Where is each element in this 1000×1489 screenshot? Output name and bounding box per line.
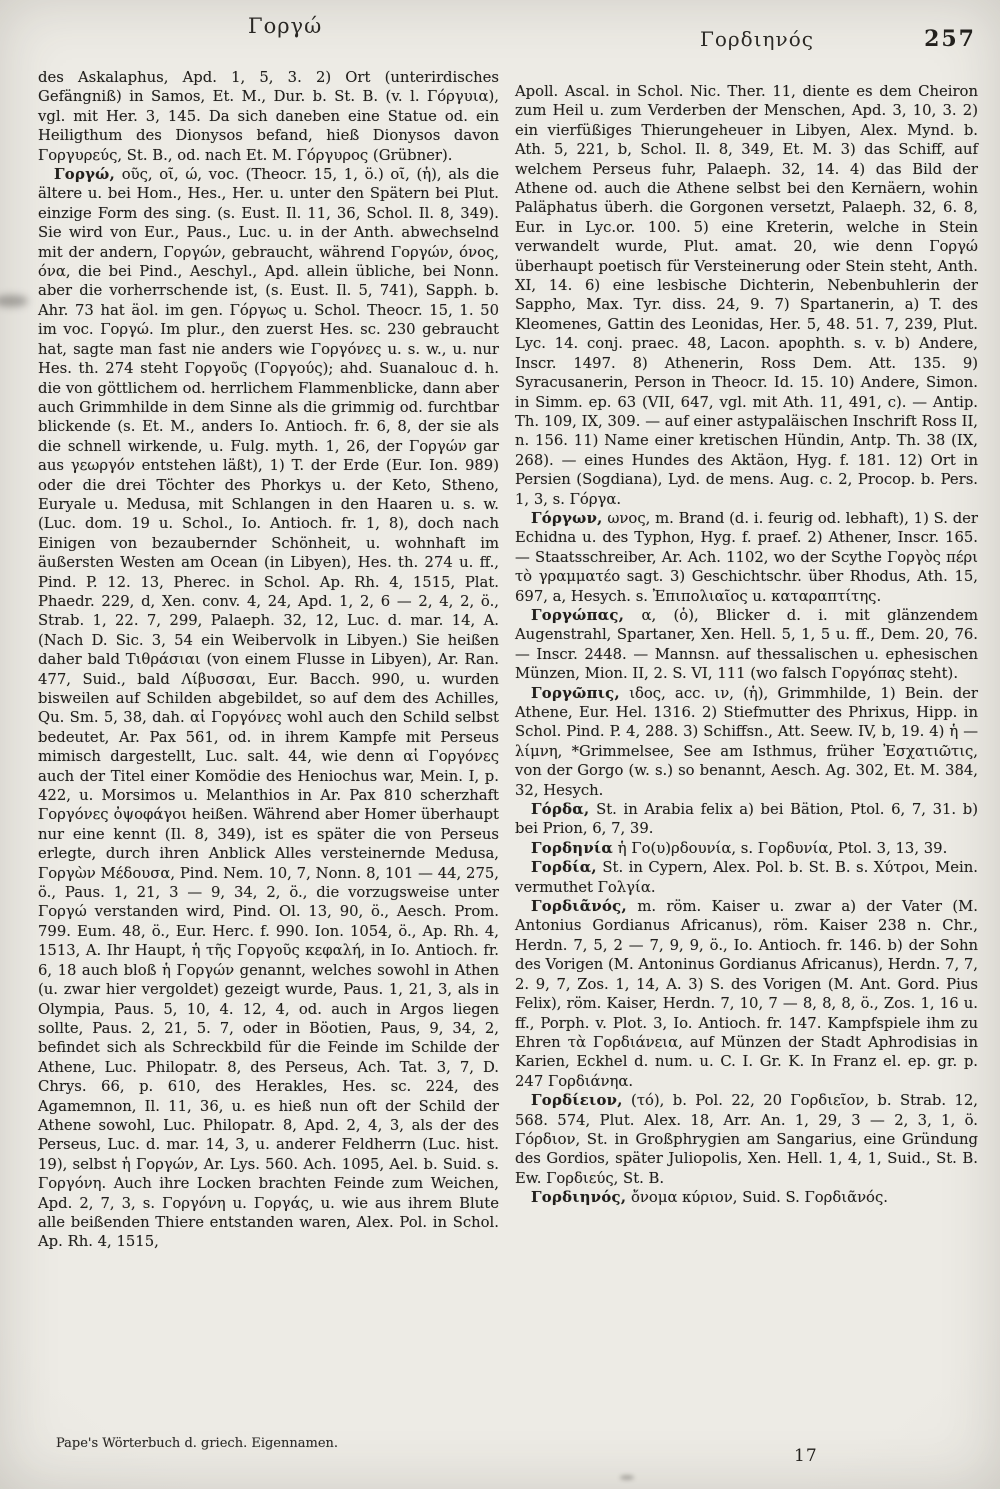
entry-paragraph: des Askalaphus, Apd. 1, 5, 3. 2) Ort (unterirdisches Gefängniß) in Samos, Et. M., Dur. b. St. B. (v. l. Γόργυια), vgl. mit Her. 3, 145. Da sich daneben eine Statue od. ein Heiligthum des Dionysos befand, hieß Dionysos davon Γοργυρεύς, St. B., od. nach Et. M. Γόργυρος (Grübner). bbox=[38, 69, 499, 164]
entry-paragraph: Γορδηνία ἡ Γο(υ)ρδουνία, s. Γορδυνία, Ptol. 3, 13, 39. bbox=[531, 839, 948, 857]
running-head bbox=[0, 0, 1000, 68]
entry-paragraph: Γορδιηνός, ὄνομα κύριον, Suid. S. Γορδιᾶνός. bbox=[531, 1189, 888, 1207]
entry-paragraph: Γορδίειον, (τό), b. Pol. 22, 20 Γορδιεῖον, b. Strab. 12, 568. 574, Plut. Alex. 18, Arr. An. 1, 29, 3 — 2, 3, 1, ö. Γόρδιον, St. in Großphrygien am Sangarius, eine Gründung des Gordios, später Juliopolis, Xen. Hell. 1, 4, 1, Suid., St. B. Ew. Γορδιεύς, St. B. bbox=[515, 1092, 978, 1187]
entry-headword: Γοργώπας, bbox=[531, 606, 625, 624]
footer-imprint: Pape's Wörterbuch d. griech. Eigennamen. bbox=[56, 1436, 339, 1451]
entry-headword: Γόργων, bbox=[531, 509, 603, 527]
entry-paragraph: Γορδιᾶνός, m. röm. Kaiser u. zwar a) der Vater (M. Antonius Gordianus Africanus), röm. Kaiser 238 n. Chr., Herdn. 7, 5, 2 — 7, 9, 9, ö., Io. Antioch. fr. 146. b) der Sohn des Vorigen (M. Antoninus Gordianus Africanus), Herdn. 7, 7, 2. 9, 7, Zos. 1, 14, A. 3) S. des Vorigen (M. Ant. Gord. Pius Felix), röm. Kaiser, Herdn. 7, 10, 7 — 8, 8, 8, ö., Zos. 1, 16 u. ff., Porph. v. Plot. 3, Io. Antioch. fr. 147. Kampfspiele ihm zu Ehren τὰ Γορδιάνεια, auf Münzen der Stadt Aphrodisias in Karien, Eckhel d. num. u. C. I. Gr. K. In Franz el. ep. gr. p. 247 Γορδιάνηα. bbox=[515, 898, 978, 1090]
signature-mark: 17 bbox=[794, 1446, 818, 1466]
entry-headword: Γορδίειον, bbox=[531, 1092, 623, 1110]
entry-paragraph: Γόρδα, St. in Arabia felix a) bei Bätion, Ptol. 6, 7, 31. b) bei Prion, 6, 7, 39. bbox=[515, 801, 978, 838]
entry-paragraph: Γοργώ, οῦς, οῖ, ώ, voc. (Theocr. 15, 1, ö.) οῖ, (ἡ), als die ältere u. bei Hom., Hes., Her. u. unter den Spätern bei Plut. einzige Form des sing. (s. Eust. Il. 11, 36, Schol. Il. 8, 349). Sie wird von Eur., Paus., Luc. u. in der Anth. abwechselnd mit der andern, Γοργών, gebraucht, während Γοργών, όνος, όνα, die bei Pind., Aeschyl., Apd. allein übliche, bei Nonn. aber die vorherrschende ist, (s. Eust. Il. 5, 741), Sapph. b. Ahr. 73 hat äol. im gen. Γόργως u. Schol. Theocr. 15, 1. 50 im voc. Γοργώ. Im plur., den zuerst Hes. sc. 230 gebraucht hat, sagte man fast nie anders wie Γοργόνες u. s. w., u. nur Hes. th. 274 steht Γοργοῦς (Γοργούς); ahd. Suanalouc d. h. die von göttlichem od. herrlichem Flammenblicke, dann aber auch Grimmhilde in dem Sinne als die grimmig od. furchtbar blickende (s. Et. M., anders Io. Antioch. fr. 6, 8, der sie als die schnell wirkende, u. Fulg. myth. 1, 26, der Γοργών gar aus γεωργόν entstehen läßt), 1) T. der Erde (Eur. Ion. 989) oder die drei Töchter des Phorkys u. der Keto, Stheno, Euryale u. Medusa, mit Schlangen in den Haaren u. s. w. (Luc. dom. 19 u. Schol., Io. Antioch. fr. 1, 8), doch nach Einigen von bezaubernder Schönheit, u. wohnhaft im äußersten Westen am Ocean (in Libyen), Hes. th. 274 u. ff., Pind. P. 12. 13, Pherec. in Schol. Ap. Rh. 4, 1515, Plat. Phaedr. 229, d, Xen. conv. 4, 24, Apd. 1, 2, 6 — 2, 4, 2, ö., Strab. 1, 22. 7, 299, Palaeph. 32, 12, Luc. d. mar. 14, A. (Nach D. Sic. 3, 54 ein Weibervolk in Libyen.) Sie heißen daher bald Τιθράσιαι (von einem Flusse in Libyen), Ar. Ran. 477, Suid., bald Λίβυσσαι, Eur. Bacch. 990, u. wurden bisweilen auf Schilden abgebildet, so auf dem des Achilles, Qu. Sm. 5, 38, dah. αἱ Γοργόνες wohl auch den Schild selbst bedeutet, Ar. Pax 561, od. in ihrem Kampfe mit Perseus mimisch dargestellt, Luc. salt. 44, wie denn αἱ Γοργόνες auch der Titel einer Komödie des Heniochus war, Mein. I, p. 422, u. Morsimos u. Melanthios in Ar. Pax 810 scherzhaft Γοργόνες ὀψοφάγοι heißen. Während aber Homer überhaupt nur eine kennt (Il. 8, 349), ist es später die von Perseus erlegte, durch ihren Anblick Alles versteinernde Medusa, Γοργὼν Μέδουσα, Pind. Nem. 10, 7, Nonn. 8, 101 — 44, 275, ö., Paus. 1, 21, 3 — 9, 34, 2, ö., die vorzugsweise unter Γοργώ verstanden wird, Pind. Ol. 13, 90, ö., Aesch. Prom. 799. Eum. 48, ö., Eur. Herc. f. 990. Ion. 1054, ö., Ap. Rh. 4, 1513, A. Ihr Haupt, ἡ τῆς Γοργοῦς κεφαλή, in Io. Antioch. fr. 6, 18 auch bloß ἡ Γοργών genannt, welches sowohl in Athen (u. zwar hier vergoldet) gezeigt wurde, Paus. 1, 21, 3, als in Olympia, Paus. 5, 10, 4. 12, 4, od. auch in Argos liegen sollte, Paus. 2, 21, 5. 7, oder in Böotien, Paus, 9, 34, 2, befindet sich als Schreckbild für die Feinde im Schilde der Athene, Luc. Philopatr. 8, des Perseus, Ach. Tat. 3, 7, D. Chrys. 66, p. 610, des Herakles, Hes. sc. 224, des Agamemnon, Il. 11, 36, u. es hieß nun oft der Schild der Athene sowohl, Luc. Philopatr. 8, Apd. 2, 4, 3, als der des Perseus, Luc. d. mar. 14, 3, u. anderer Feldherrn (Luc. hist. 19), selbst ἡ Γοργών, Ar. Lys. 560. Ach. 1095, Ael. b. Suid. s. Γοργόνη. Auch ihre Locken brachten Feinde zum Weichen, Apd. 2, 7, 3, s. Γοργόνη u. Γοργάς, u. wie aus ihrem Blute alle beißenden Thiere entstanden waren, Alex. Pol. in Schol. Ap. Rh. 4, 1515, bbox=[38, 166, 499, 1251]
text-columns bbox=[38, 68, 978, 1252]
running-head-right-title: Γορδιηνός bbox=[700, 27, 814, 51]
entry-paragraph: Γόργων, ωνος, m. Brand (d. i. feurig od. lebhaft), 1) S. der Echidna u. des Typhon, Hyg. f. praef. 2) Athener, Inscr. 165. — Staatsschreiber, Ar. Ach. 1102, wo der Scythe Γοργὸς πέρι τὸ γραμματέο sagt. 3) Geschichtschr. über Rhodus, Ath. 15, 697, a, Hesych. s. Ἐπιπολιαῖος u. καταραπτίτης. bbox=[515, 509, 978, 605]
text-column-right bbox=[515, 68, 978, 1252]
entry-headword: Γορδηνία bbox=[531, 839, 614, 857]
entry-headword: Γορδιηνός, bbox=[531, 1189, 627, 1207]
scan-smudge bbox=[0, 295, 28, 307]
entry-paragraph: Apoll. Ascal. in Schol. Nic. Ther. 11, diente es dem Cheiron zum Heil u. zum Verderben der Menschen, Apd. 3, 10, 3. 2) ein vierfüßiges Thierungeheuer in Libyen, Alex. Mynd. b. Ath. 5, 221, b, Schol. Il. 8, 349, Et. M. 3) das Schiff, auf welchem Perseus fuhr, Palaeph. 32, 14. 4) das Bild der Athene od. auch die Athene selbst bei den Kernäern, wohin Paläphatus überh. die Gorgonen versetzt, Palaeph. 32, 6. 8, Eur. in Lyc.or. 100. 5) eine Kreterin, welche in Stein verwandelt wurde, Plut. amat. 20, wie denn Γοργώ überhaupt poetisch für Versteinerung oder Stein steht, Anth. XI, 14. 6) eine lesbische Dichterin, Nebenbuhlerin der Sappho, Max. Tyr. diss. 24, 9. 7) Spartanerin, a) T. des Kleomenes, Gattin des Leonidas, Her. 5, 48. 51. 7, 239, Plut. Lyc. 14. conj. praec. 48, Lacon. apophth. s. v. b) Andere, Inscr. 1497. 8) Athenerin, Ross Dem. Att. 135. 9) Syracusanerin, Person in Theocr. Id. 15. 10) Andere, Simon. in Simm. ep. 63 (VII, 647, vgl. mit Ath. 11, 491, c). — Antip. Th. 109, IX, 309. — auf einer astypaläischen Inschrift Ross II, n. 156. 11) Name einer kretischen Hündin, Antp. Th. 38 (IX, 268). — eines Hundes des Aktäon, Hyg. f. 181. 12) Ort in Persien (Sogdiana), Lyd. de mens. Aug. c. 2, Procop. b. Pers. 1, 3, s. Γόργα. bbox=[515, 83, 978, 508]
entry-headword: Γορδιᾶνός, bbox=[531, 898, 627, 916]
entry-paragraph: Γοργῶπις, ιδος, acc. ιν, (ἡ), Grimmhilde, 1) Bein. der Athene, Eur. Hel. 1316. 2) Stiefmutter des Phrixus, Hipp. in Schol. Pind. P. 4, 288. 3) Schiffsn., Att. Seew. IV, b, 19. 4) ἡ — λίμνη, *Grimmelsee, See am Isthmus, früher Ἐσχατιῶτις, von der Gorgo (w. s.) so benannt, Aesch. Ag. 302, Et. M. 384, 32, Hesych. bbox=[515, 684, 978, 799]
entry-paragraph: Γοργώπας, α, (ὁ), Blicker d. i. mit glänzendem Augenstrahl, Spartaner, Xen. Hell. 5, 1, 5 u. ff., Dem. 20, 76. — Inscr. 2448. — Mannsn. auf thessalischen u. ephesischen Münzen, Mion. II, 2. S. VI, 111 (wo falsch Γοργόπας steht). bbox=[515, 606, 978, 683]
scan-smudge bbox=[620, 1475, 634, 1480]
entry-headword: Γόρδα, bbox=[531, 801, 590, 819]
entry-paragraph: Γορδία, St. in Cypern, Alex. Pol. b. St. B. s. Χύτροι, Mein. vermuthet Γολγία. bbox=[515, 859, 978, 896]
page-number: 257 bbox=[924, 26, 976, 52]
running-head-left-title: Γοργώ bbox=[248, 14, 323, 38]
entry-headword: Γοργώ, bbox=[54, 166, 116, 184]
entry-headword: Γοργῶπις, bbox=[531, 684, 620, 702]
text-column-left bbox=[38, 68, 499, 1252]
entry-headword: Γορδία, bbox=[531, 859, 597, 877]
